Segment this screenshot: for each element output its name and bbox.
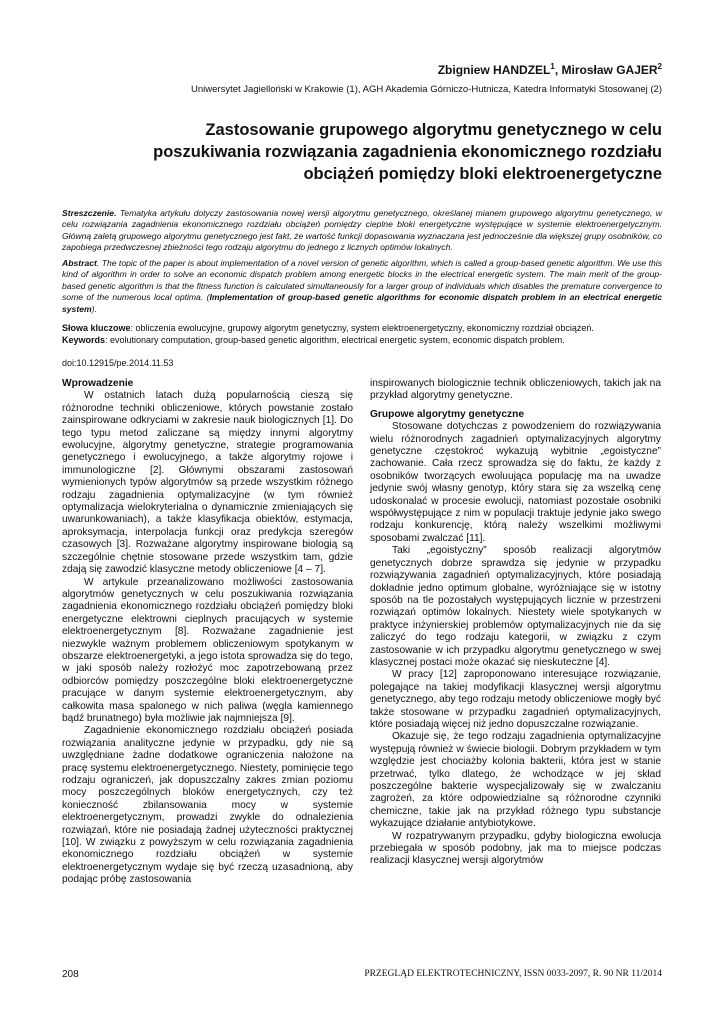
abstract-english-text: . The topic of the paper is about implementation of a novel version of genetic algorithm, which is called a group-based genetic algorithm. We use this kind of algorithm in order to solve an economic dispatch problem among energetic blocks in the electrical energetic system. The main merit of the group-based genetic algorithm is that the fitness function is calculated simultaneously for a larger group of individuals which disables the premature convergence to some of the numerous local optima. ( [62,258,662,303]
keywords-polish-label: Słowa kluczowe [62,323,131,333]
author-1: Zbigniew HANDZEL [437,63,551,77]
section-heading-group-ga: Grupowe algorytmy genetyczne [370,408,524,420]
paragraph: W artykule przeanalizowano możliwości zastosowania algorytmów genetycznych w celu poszukiwania rozwiązania zagadnienia ekonomicznego rozdziału obciążeń pomiędzy bloki energetyczne elektrowni cieplnych pracujących w systemie elektroenergetycznym [8]. Rozważane zagadnienie jest niezwykle ważnym problemem obliczeniowym spotykanym w obszarze elektroenergetyki, a jego istota sprowadza się do tego, w jaki sposób należy rozłożyć moc zapotrzebowaną przez odbiorców pomiędzy poszczególne bloki elektroenergetyczne pracujące w danym systemie elektroenergetycznym, aby całkowita masa spalonego w nich paliwa (węgla kamiennego bądź brunatnego) była możliwie jak najmniejsza [9]. [62,576,353,724]
author-2-sup: 2 [657,62,662,71]
page-number: 208 [62,969,79,980]
abstract-english-label: Abstract [62,258,97,268]
author-2: Mirosław GAJER [561,63,658,77]
paragraph: Zagadnienie ekonomicznego rozdziału obciążeń posiada rozwiązania analityczne jedynie w przypadku, gdy nie są uwzględniane żadne dodatkowe ograniczenia nałożone na pracę systemu elektroenergetycznego. Niestety, pominięcie tego rodzaju ograniczeń, jak dopuszczalny zakres zmian poziomu mocy poszczególnych bloków energetycznych, czy też konieczność zbilansowania mocy w systemie elektroenergetycznym, prowadzi zwykle do odnalezienia rozwiązań, które nie posiadają żadnej użyteczności praktycznej [10]. W związku z powyższym w celu rozwiązania zagadnienia ekonomicznego rozdziału obciążeń w systemie elektroenergetycznym wydaje się być rzeczą uzasadnioną, aby podając próbę zastosowania [62,725,353,886]
abstract-english-title: Implementation of group-based genetic algorithms for economic dispatch problem in an electrical energetic system [62,292,662,314]
abstract-english-end: ). [91,303,97,314]
author-separator: , [554,63,562,77]
section-heading-intro: Wprowadzenie [62,378,134,389]
paragraph-continued: inspirowanych biologicznie technik obliczeniowych, takich jak na przykład algorytmy genetyczne. [370,378,661,402]
keywords-polish [62,322,662,334]
paragraph: W ostatnich latach dużą popularnością cieszą się różnorodne techniki obliczeniowe, których powstanie zostało zainspirowane odkryciami w zakresie nauk biologicznych [1]. Do tego typu metod zaliczane są między innymi algorytmy ewolucyjne, algorytmy genetyczne, strategie programowania genetycznego i ewolucyjnego, a także algorytmy rojowe i immunologiczne [2]. Głównymi obszarami zastosowań wymienionych typów algorytmów są przede wszystkim różnego rodzaju zagadnienia optymalizacyjne (w tym również optymalizacja wielokryterialna o dynamicznie zmieniających się uwarunkowaniach), a także klasyfikacja obiektów, estymacja, aproksymacja, interpolacja funkcji oraz predykcja szeregów czasowych [3]. Rozważane algorytmy inspirowane biologią są szczególnie chętnie stosowane przede wszystkim tam, gdzie zdają się zawodzić klasyczne metody obliczeniowe [4 – 7]. [62,390,353,576]
keywords-english-label: Keywords [62,335,106,345]
abstract-english [62,258,662,315]
abstract-polish-text: Tematyka artykułu dotyczy zastosowania nowej wersji algorytmu genetycznego, określanej mianem grupowego algorytmu genetycznego, w celu rozwiązania zagadnienia ekonomicznego rozdziału obciążeń pomiędzy cieplne bloki energetyczne występujące w systemie elektroenergetycznym. Główną zaletą grupowego algorytmu genetycznego jest fakt, że wartość funkcji dopasowania wyznaczana jest jednocześnie dla większej grupy osobników, co zapobiega przedwczesnej zbieżności tego rodzaju algorytmu do jednego z licznych optimów lokalnych. [62,208,662,253]
keywords-english-text: : evolutionary computation, group-based genetic algorithm, electrical energetic system, economic dispatch problem. [105,335,565,345]
paragraph: Stosowane dotychczas z powodzeniem do rozwiązywania wielu różnorodnych zagadnień optymalizacyjnych algorytmy genetyczne częstokroć wykazują wybitnie „egoistyczne” zachowanie. Cała rzecz sprowadza się do faktu, że każdy z osobników tworzących ewoluująca populację ma na uwadze jedynie swój własny genotyp, który stara się za wszelką cenę udoskonalać w procesie ewolucji, natomiast pozostałe osobniki współwystępujące z nim w populacji traktuje jedynie jako swego rodzaju konkurencję, którą należy wszelkimi możliwymi sposobami zwalczać [11]. [370,421,661,544]
paragraph: Okazuje się, że tego rodzaju zagadnienia optymalizacyjne występują również w świecie biologii. Dobrym przykładem w tym względzie jest chociażby kolonia bakterii, która jest w stanie przetrwać, tylko dlatego, że wchodzące w jej skład poszczególne bakterie wyspecjalizowały się w zwalczaniu zagrożeń, za które odpowiedzialne są różnorodne czynniki chemiczne, takie jak na przykład różnego typu substancje wykazujące działanie antybiotykowe. [370,731,661,830]
affiliation: Uniwersytet Jagielloński w Krakowie (1), AGH Akademia Górniczo-Hutnicza, Katedra Informatyki Stosowanej (2) [191,84,662,95]
abstract-polish-label: Streszczenie. [62,208,117,218]
doi: doi:10.12915/pe.2014.11.53 [62,358,174,368]
keywords-english [62,334,662,346]
left-column [62,378,353,887]
author-1-sup: 1 [550,62,555,71]
paragraph: W pracy [12] zaproponowano interesujące rozwiązanie, polegające na takiej modyfikacji klasycznej wersji algorytmu genetycznego, aby tego rodzaju metody obliczeniowe mogły być także stosowane w przypadku zagadnień optymalizacyjnych, które posiadają więcej niż jedno dopuszczalne rozwiązanie. [370,669,661,730]
paragraph: W rozpatrywanym przypadku, gdyby biologiczna ewolucja przebiegała w sposób podobny, jak ma to miejsce podczas realizacji klasycznej wersji algorytmów [370,830,661,867]
keywords-polish-text: : obliczenia ewolucyjne, grupowy algorytm genetyczny, system elektroenergetyczny, ekonomiczny rozdział obciążeń. [130,323,594,333]
paragraph: Taki „egoistyczny” sposób realizacji algorytmów genetycznych dobrze sprawdza się jedynie w przypadku rozwiązywania zagadnień optymalizacyjnych, które posiadają dokładnie jedno optimum globalne, wyróżniające się w istotny sposób na tle pozostałych występujących licznie w przestrzeni rozwiązań optimów lokalnych. Niestety wiele spotykanych w praktyce inżynierskiej problemów optymalizacyjnych nie da się zaliczyć do tego rodzaju kategorii, w związku z czym zastosowanie w ich przypadku algorytmu genetycznego w swej klasycznej postaci może okazać się nieskuteczne [4]. [370,545,661,668]
authors [438,62,662,77]
paper-title: Zastosowanie grupowego algorytmu genetycznego w celu poszukiwania rozwiązania zagadnienia ekonomicznego rozdziału obciążeń pomiędzy bloki elektroenergetyczne [153,121,662,183]
keywords [62,322,662,346]
abstract-polish [62,208,662,254]
journal-footer: PRZEGLĄD ELEKTROTECHNICZNY, ISSN 0033-2097, R. 90 NR 11/2014 [364,969,662,979]
right-column [370,378,661,868]
